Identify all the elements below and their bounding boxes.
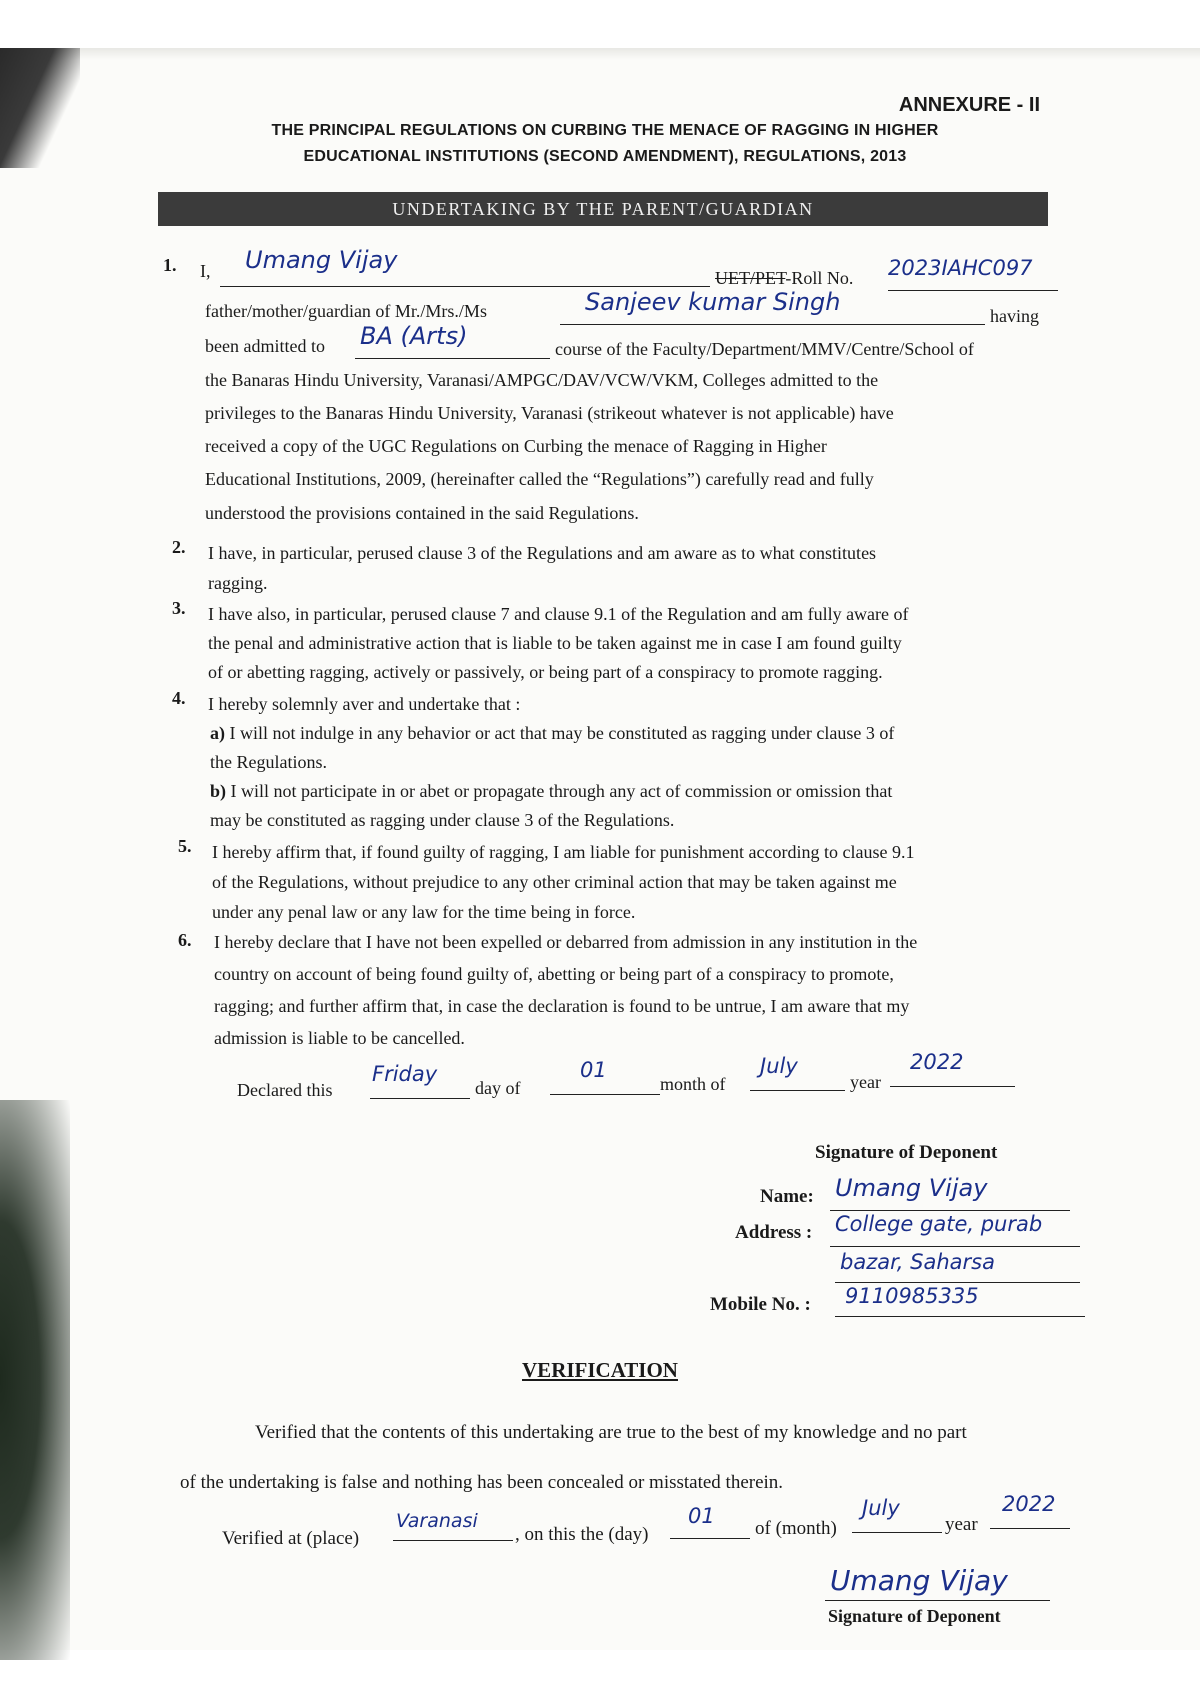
clause1-prefix: I,: [200, 261, 211, 281]
deponent-heading: Signature of Deponent: [815, 1142, 998, 1163]
verification-line1: Verified that the contents of this undertaking are true to the best of my knowledge and no part: [255, 1422, 967, 1443]
clause1-line2: father/mother/guardian of Mr./Mrs./Ms: [205, 301, 487, 321]
verification-title: VERIFICATION: [522, 1358, 678, 1382]
verified-year: 2022: [1002, 1492, 1056, 1516]
section-banner: UNDERTAKING BY THE PARENT/GUARDIAN: [158, 192, 1048, 226]
deponent-signature: Umang Vijay: [830, 1564, 1008, 1597]
roll-number: 2023IAHC097: [888, 256, 1033, 280]
scan-shadow-corner: [0, 48, 80, 168]
declared-month: July: [760, 1054, 798, 1078]
parent-name: Umang Vijay: [245, 246, 398, 274]
declared-day: Friday: [372, 1062, 438, 1086]
verification-line2: of the undertaking is false and nothing has been concealed or misstated therein.: [180, 1472, 784, 1493]
deponent-mobile: 9110985335: [845, 1284, 979, 1308]
annexure-label: ANNEXURE - II: [898, 94, 1040, 116]
deponent-address-line1: College gate, purab: [835, 1212, 1043, 1236]
signature-label: Signature of Deponent: [828, 1606, 1001, 1626]
document-title: THE PRINCIPAL REGULATIONS ON CURBING THE MENACE OF RAGGING IN HIGHER EDUCATIONAL INSTITUTIONS (SECOND AMENDMENT), REGULATIONS, 2013: [271, 122, 939, 165]
verified-day: 01: [688, 1504, 715, 1528]
declared-year: 2022: [910, 1050, 964, 1074]
course-name: BA (Arts): [360, 322, 468, 350]
deponent-address-line2: bazar, Saharsa: [840, 1250, 995, 1274]
verified-place: Varanasi: [396, 1510, 478, 1532]
ward-name: Sanjeev kumar Singh: [585, 288, 841, 316]
verified-month: July: [862, 1496, 900, 1520]
declared-date: 01: [580, 1058, 607, 1082]
declared-this: Declared this: [237, 1080, 333, 1100]
deponent-name: Umang Vijay: [835, 1174, 988, 1202]
roll-label: UET/PET-Roll No.: [715, 268, 854, 288]
clause-number: 1.: [163, 255, 177, 275]
